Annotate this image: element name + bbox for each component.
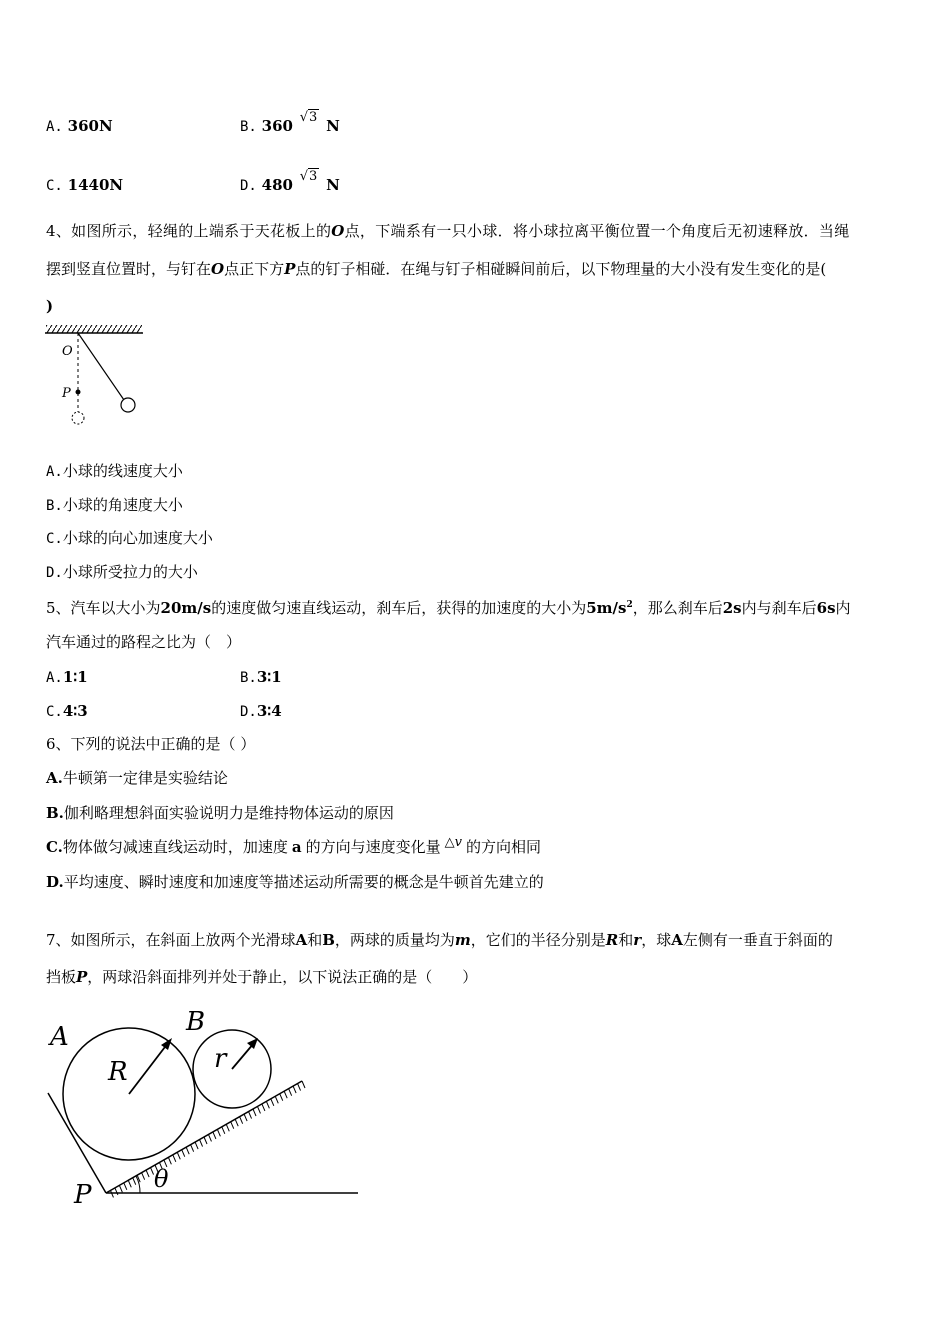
q5-velocity: 20m/s xyxy=(160,599,212,617)
q3-option-c-value: 1440N xyxy=(67,176,124,194)
q4-option-d xyxy=(46,562,198,583)
q5-text: ，那么刹车后 xyxy=(632,599,723,617)
q3-option-d xyxy=(240,169,340,197)
q6-stem: 6、下列的说法中正确的是（ ） xyxy=(46,735,256,753)
q7-stem-line1 xyxy=(46,930,833,950)
q4-stem-line1 xyxy=(46,221,850,241)
q5-option-a xyxy=(46,667,88,688)
q7-text: 左侧有一垂直于斜面的 xyxy=(682,931,833,949)
q6-option-letter: D. xyxy=(46,873,64,891)
q5-option-b xyxy=(240,667,282,688)
rope xyxy=(78,333,124,400)
q6-option-letter: C. xyxy=(46,838,63,856)
q5-option-value: 3∶1 xyxy=(256,668,282,686)
q3-option-b-unit: N xyxy=(326,117,340,135)
ball xyxy=(121,398,135,412)
q6-option-d xyxy=(46,872,544,892)
q7-var-a: A xyxy=(671,931,683,949)
q7-text: ，球 xyxy=(641,931,672,949)
q6-delta-v: △v xyxy=(444,835,463,850)
q4-stem-line2 xyxy=(46,259,826,279)
q6-var-a: a xyxy=(291,838,302,856)
q4-option-b xyxy=(46,495,183,516)
q7-text: ，两球沿斜面排列并处于静止，以下说法正确的是（ ） xyxy=(87,968,478,986)
q7-text: 7、如图所示，在斜面上放两个光滑球 xyxy=(46,931,296,949)
q7-var-m: m xyxy=(454,931,471,949)
q4-option-c xyxy=(46,528,213,549)
q5-option-value: 1∶1 xyxy=(62,668,88,686)
q4-stem-text: 点的钉子相碰．在绳与钉子相碰瞬间前后，以下物理量的大小没有发生变化的是( xyxy=(295,260,827,278)
q4-option-text: 小球所受拉力的大小 xyxy=(62,563,198,581)
q3-option-a-letter: A. xyxy=(46,119,63,135)
q7-var-r-big: R xyxy=(605,931,619,949)
q3-option-d-sqrt: √3 xyxy=(299,169,318,184)
q5-option-letter: B. xyxy=(240,670,257,686)
label-a: A xyxy=(50,1022,69,1052)
q3-option-d-radicand: 3 xyxy=(309,169,318,184)
q3-option-d-letter: D. xyxy=(240,178,257,194)
q3-option-a-value: 360N xyxy=(67,117,113,135)
q7-incline-figure xyxy=(40,1005,370,1215)
q5-acceleration: 5m/s xyxy=(586,599,627,617)
q5-stem-line1 xyxy=(46,595,851,618)
q7-var-p: P xyxy=(76,968,88,986)
angle-arc xyxy=(136,1176,140,1193)
q6-option-text: 的方向与速度变化量 xyxy=(305,838,441,856)
q3-option-c-letter: C. xyxy=(46,178,63,194)
q3-option-b-letter: B. xyxy=(240,119,257,135)
q6-option-letter: B. xyxy=(46,804,64,822)
q3-option-b-number: 360 xyxy=(261,117,293,135)
q3-option-d-unit: N xyxy=(326,176,340,194)
q4-stem-var-o: O xyxy=(211,260,225,278)
q7-text: ，它们的半径分别是 xyxy=(470,931,606,949)
q5-option-c xyxy=(46,701,88,722)
q5-text: 5、汽车以大小为 xyxy=(46,599,161,617)
q5-option-letter: C. xyxy=(46,704,63,720)
q4-stem-text: 点，下端系有一只小球．将小球拉离平衡位置一个角度后无初速释放．当绳 xyxy=(344,222,850,240)
q4-stem-text: 4、如图所示，轻绳的上端系于天花板上的 xyxy=(46,222,332,240)
q6-option-letter: A. xyxy=(46,769,63,787)
q6-option-text: 物体做匀减速直线运动时，加速度 xyxy=(62,838,288,856)
q7-var-a: A xyxy=(295,931,308,949)
q5-stem-line2: 汽车通过的路程之比为（ ） xyxy=(46,633,242,651)
q5-text: 的速度做匀速直线运动，刹车后，获得的加速度的大小为 xyxy=(211,599,587,617)
q7-text: ，两球的质量均为 xyxy=(334,931,455,949)
q5-option-letter: A. xyxy=(46,670,63,686)
ball-dashed xyxy=(72,412,84,424)
q4-pendulum-figure xyxy=(40,320,150,430)
q4-option-text: 小球的向心加速度大小 xyxy=(62,529,213,547)
q6-option-c xyxy=(46,837,541,859)
q6-option-text: 伽利略理想斜面实验说明力是维持物体运动的原因 xyxy=(63,804,394,822)
q4-stem-var-o: O xyxy=(331,222,345,240)
q3-option-c xyxy=(46,175,123,196)
q4-option-letter: A. xyxy=(46,464,63,480)
q7-stem-line2 xyxy=(46,967,477,987)
q3-option-a xyxy=(46,116,113,137)
q5-option-value: 3∶4 xyxy=(256,702,282,720)
label-o: O xyxy=(62,344,73,359)
label-r-big: R xyxy=(108,1057,128,1087)
q5-text: 内与刹车后 xyxy=(741,599,817,617)
q5-option-d xyxy=(240,701,282,722)
q3-option-b-sqrt: √3 xyxy=(299,110,318,125)
q5-option-letter: D. xyxy=(240,704,257,720)
q6-option-text: 的方向相同 xyxy=(466,838,542,856)
q4-stem-text: 摆到竖直位置时，与钉在 xyxy=(46,260,212,278)
q4-stem-line3: ) xyxy=(46,297,54,315)
q4-option-text: 小球的角速度大小 xyxy=(62,496,183,514)
q6-option-text: 平均速度、瞬时速度和加速度等描述运动所需要的概念是牛顿首先建立的 xyxy=(63,873,544,891)
label-r-small: r xyxy=(214,1044,227,1074)
q5-option-value: 4∶3 xyxy=(62,702,88,720)
q4-option-letter: D. xyxy=(46,565,63,581)
q3-option-b xyxy=(240,110,340,138)
label-p: P xyxy=(74,1180,92,1210)
q3-option-b-radicand: 3 xyxy=(309,110,318,125)
label-p: P xyxy=(62,386,71,401)
q4-option-a xyxy=(46,461,183,482)
q5-text: 内 xyxy=(835,599,851,617)
q5-acceleration-exp: 2 xyxy=(626,600,633,610)
q7-text: 挡板 xyxy=(46,968,77,986)
q6-option-text: 牛顿第一定律是实验结论 xyxy=(62,769,228,787)
label-theta: θ xyxy=(154,1165,169,1193)
q7-var-r-small: r xyxy=(633,931,642,949)
q6-option-b xyxy=(46,803,394,823)
label-b: B xyxy=(186,1007,206,1037)
q3-option-d-number: 480 xyxy=(261,176,293,194)
q6-option-a xyxy=(46,768,228,788)
q4-option-letter: B. xyxy=(46,498,63,514)
q5-time1: 2s xyxy=(722,599,742,617)
q4-option-letter: C. xyxy=(46,531,63,547)
ceiling-hatch xyxy=(46,325,142,333)
q4-option-text: 小球的线速度大小 xyxy=(62,462,183,480)
q5-time2: 6s xyxy=(816,599,836,617)
q4-stem-text: 点正下方 xyxy=(224,260,285,278)
q7-text: 和 xyxy=(618,931,634,949)
q4-stem-var-p: P xyxy=(284,260,296,278)
q7-text: 和 xyxy=(307,931,323,949)
nail-p xyxy=(76,390,81,395)
q7-var-b: B xyxy=(322,931,335,949)
